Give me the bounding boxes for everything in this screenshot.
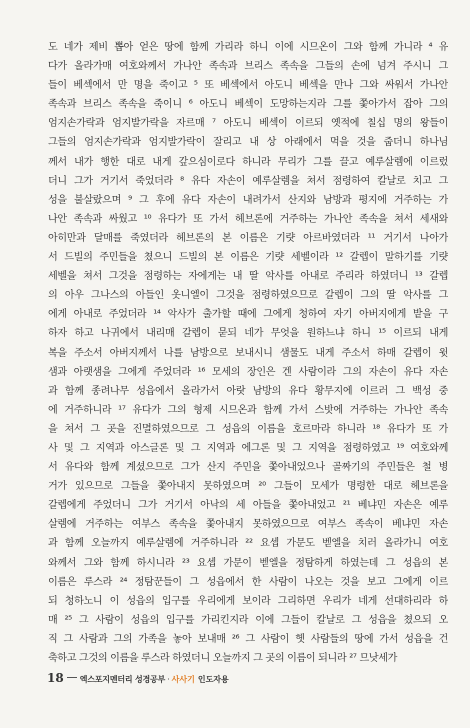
text-line: 하자 하고 나귀에서 내리매 갈렙이 묻되 네가 무엇을 원하느냐 하니 ¹⁵ 이르되 내게: [48, 328, 448, 340]
text-line: 의 아우 그나스의 아들인 옷니엘이 그것을 점령하였으므로 갈렙이 그의 딸 악사를 그: [48, 290, 448, 302]
text-line: 서 드빌의 주민들을 쳤으니 드빌의 본 이름은 기럇 세벨이라 ¹² 갈렙이 말하기를 기럇: [48, 252, 448, 264]
page-footer: [47, 667, 229, 686]
footer-rule: [67, 677, 77, 678]
text-line: 다가 올라가매 여호와께서 가나안 족속과 브리스 족속을 그들의 손에 넘겨 주시니 그: [48, 61, 448, 73]
text-line: 성을 불살랐으며 ⁹ 그 후에 유다 자손이 내려가서 산지와 남방과 평지에 거주하는 가: [48, 194, 448, 206]
text-line: 께서 내가 행한 대로 내게 갚으심이로다 하니라 무리가 그를 끌고 예루살렘에 이르렀: [48, 156, 448, 168]
text-line: 과 함께 종려나무 성읍에서 올라가서 아랏 남방의 유다 황무지에 이르러 그 백성 중: [48, 385, 448, 397]
text-line: 매 ²⁵ 그 사람이 성읍의 입구를 가리킨지라 이에 그들이 칼날로 그 성읍을 쳤으되 오: [48, 614, 448, 626]
text-line: 나안 족속과 싸웠고 ¹⁰ 유다가 또 가서 헤브론에 거주하는 가나안 족속을 쳐서 세새와: [48, 213, 448, 225]
text-line: 직 그 사람과 그의 가족을 놓아 보내매 ²⁶ 그 사람이 헷 사람들의 땅에 가서 성읍을 건: [48, 633, 448, 645]
text-line: 샘과 아랫샘을 그에게 주었더라 ¹⁶ 모세의 장인은 겐 사람이라 그의 자손이 유다 자손: [48, 366, 448, 378]
text-line: 도 네가 제비 뽑아 얻은 땅에 함께 가리라 하니 이에 시므온이 그와 함께 가니라 ⁴ 유: [48, 42, 448, 53]
text-line: 엄지손가락과 엄지발가락을 자르매 ⁷ 아도니 베섹이 이르되 옛적에 칠십 명의 왕들이: [48, 118, 448, 130]
scripture-text: [48, 38, 448, 668]
text-line: 살렘에 거주하는 여부스 족속을 쫓아내지 못하였으므로 여부스 족속이 베냐민 자손: [48, 519, 448, 531]
series-title: 엑스포지멘터리 성경공부: [79, 675, 166, 684]
text-line: 그들의 엄지손가락과 엄지발가락이 잘리고 내 상 아래에서 먹을 것을 줍더니 하나님: [48, 137, 448, 149]
text-line: 과 함께 오늘까지 예루살렘에 거주하니라 ²² 요셉 가문도 벧엘을 치러 올라가니 여호: [48, 538, 448, 550]
text-line: 갈렙에게 주었더니 그가 거기서 아낙의 세 아들을 쫓아내었고 ²¹ 베냐민 자손은 예루: [48, 500, 448, 512]
text-line: 에 거주하니라 ¹⁷ 유다가 그의 형제 시므온과 함께 가서 스밧에 거주하는 가나안 족속: [48, 404, 448, 416]
text-line: 족속과 브리스 족속을 죽이니 ⁶ 아도니 베섹이 도망하는지라 그를 쫓아가서 잡아 그의: [48, 99, 448, 111]
page-number: 18: [47, 671, 64, 685]
text-line: 되 청하노니 이 성읍의 입구를 우리에게 보이라 그리하면 우리가 네게 선대하리라 하: [48, 595, 448, 607]
text-line: 거가 있으므로 그들을 쫓아내지 못하였으며 ²⁰ 그들이 모세가 명령한 대로 헤브론을: [48, 481, 448, 493]
text-line: 와께서 그와 함께 하시니라 ²³ 요셉 가문이 벧엘을 정탐하게 하였는데 그 성읍의 본: [48, 557, 448, 569]
text-line: 에게 아내로 주었더라 ¹⁴ 악사가 출가할 때에 그에게 청하여 자기 아버지에게 밭을 구: [48, 309, 448, 321]
text-line: 세벨을 쳐서 그것을 점령하는 자에게는 내 딸 악사를 아내로 주리라 하였더니 ¹³ 갈렙: [48, 271, 448, 283]
text-line: 축하고 그것의 이름을 루스라 하였더니 오늘까지 그 곳의 이름이 되니라 ²⁷ 므낫세가: [48, 653, 398, 664]
text-line: 이름은 루스라 ²⁴ 정탐꾼들이 그 성읍에서 한 사람이 나오는 것을 보고 그에게 이르: [48, 576, 448, 588]
edition-label: 인도자용: [197, 675, 229, 684]
text-line: 복을 주소서 아버지께서 나를 남방으로 보내시니 샘물도 내게 주소서 하매 갈렙이 윗: [48, 347, 448, 359]
text-line: 사 및 그 지역과 아스글론 및 그 지역과 에그론 및 그 지역을 점령하였고 ¹⁹ 여호와께: [48, 442, 448, 454]
text-line: 서 유다와 함께 계셨으므로 그가 산지 주민을 쫓아내었으나 골짜기의 주민들은 철 병: [48, 462, 448, 474]
text-line: 을 쳐서 그 곳을 진멸하였으므로 그 성읍의 이름을 호르마라 하니라 ¹⁸ 유다가 또 가: [48, 423, 448, 435]
book-title: 사사기: [171, 675, 195, 684]
text-line: 아히만과 달매를 죽였더라 헤브론의 본 이름은 기럇 아르바였더라 ¹¹ 거기서 나아가: [48, 232, 448, 244]
text-line: 들이 베섹에서 만 명을 죽이고 ⁵ 또 베섹에서 아도니 베섹을 만나 그와 싸워서 가나안: [48, 80, 448, 92]
footer-separator: ·: [167, 675, 170, 684]
text-line: 더니 그가 거기서 죽었더라 ⁸ 유다 자손이 예루살렘을 쳐서 점령하여 칼날로 치고 그: [48, 175, 448, 187]
